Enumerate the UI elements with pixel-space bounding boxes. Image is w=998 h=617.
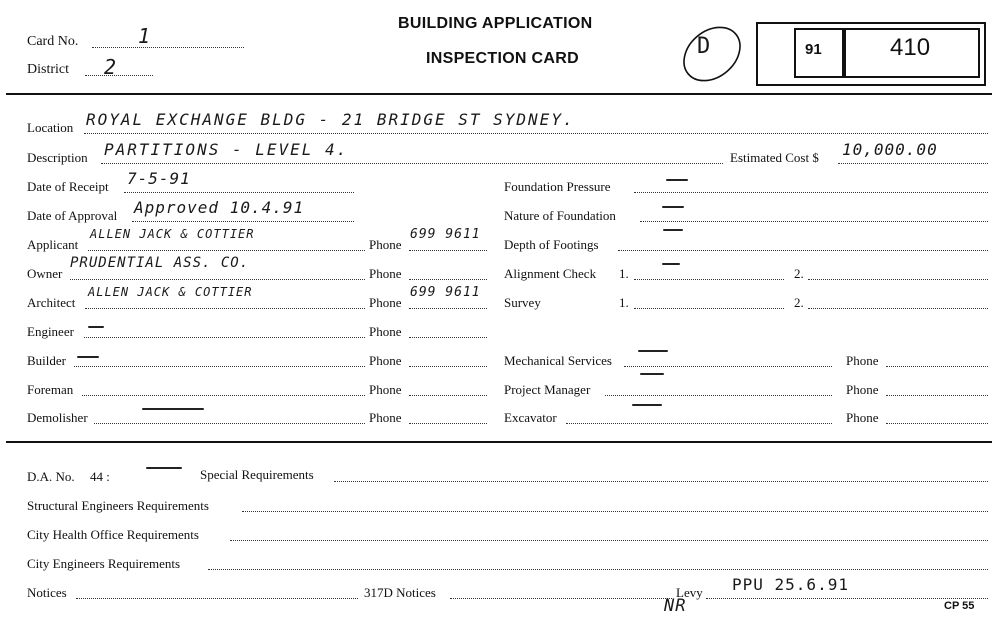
foundation-pressure-nil-mark — [666, 179, 688, 181]
applicant-phone-line — [409, 250, 487, 251]
city-engineers-label: City Engineers Requirements — [27, 556, 181, 571]
demolisher-nil-mark — [142, 408, 204, 410]
location-value: ROYAL EXCHANGE BLDG - 21 BRIDGE ST SYDNEY. — [86, 110, 575, 129]
notices-line — [76, 598, 358, 599]
levy-label: Levy — [676, 585, 703, 600]
owner-phone-label: Phone — [369, 266, 402, 281]
excavator-phone-label: Phone — [846, 410, 879, 425]
nature-foundation-line — [640, 221, 988, 222]
owner-label: Owner — [27, 266, 63, 281]
excavator-label: Excavator — [504, 410, 557, 425]
architect-line — [85, 308, 365, 309]
description-line — [101, 163, 723, 164]
alignment-check-label: Alignment Check — [504, 266, 597, 281]
circled-mark-letter: D — [697, 34, 712, 59]
date-approval-label: Date of Approval — [27, 208, 118, 223]
applicant-label: Applicant — [27, 237, 79, 252]
alignment-check-num1: 1. — [619, 266, 629, 281]
owner-phone-line — [409, 279, 487, 280]
date-receipt-line — [124, 192, 354, 193]
applicant-phone-label: Phone — [369, 237, 402, 252]
city-engineers-line — [208, 569, 988, 570]
special-requirements-label: Special Requirements — [200, 467, 314, 482]
survey-num1: 1. — [619, 295, 629, 310]
engineer-phone-line — [409, 337, 487, 338]
structural-requirements-label: Structural Engineers Requirements — [27, 498, 209, 513]
notices-label: Notices — [27, 585, 67, 600]
builder-phone-line — [409, 366, 487, 367]
alignment-check-line1 — [634, 279, 784, 280]
foreman-line — [82, 395, 365, 396]
header-divider — [6, 93, 992, 95]
engineer-line — [84, 337, 365, 338]
estimated-cost-line — [838, 163, 988, 164]
date-approval-line — [132, 221, 354, 222]
district-value: 2 — [104, 55, 118, 79]
project-manager-phone-line — [886, 395, 988, 396]
owner-line — [70, 279, 365, 280]
estimated-cost-label: Estimated Cost $ — [730, 150, 819, 165]
nature-foundation-label: Nature of Foundation — [504, 208, 616, 223]
mechanical-services-line — [624, 366, 832, 367]
form-code: CP 55 — [944, 600, 975, 612]
special-requirements-line — [334, 481, 988, 482]
builder-phone-label: Phone — [369, 353, 402, 368]
survey-label: Survey — [504, 295, 541, 310]
excavator-phone-line — [886, 423, 988, 424]
project-manager-nil-mark — [640, 373, 664, 375]
da-no-nil-mark — [146, 467, 182, 469]
excavator-nil-mark — [632, 404, 662, 406]
engineer-label: Engineer — [27, 324, 74, 339]
estimated-cost-value: 10,000.00 — [842, 140, 938, 159]
da-no-value: 44 : — [90, 469, 110, 484]
foreman-phone-line — [409, 395, 487, 396]
architect-value: ALLEN JACK & COTTIER — [88, 285, 253, 299]
builder-nil-mark — [77, 356, 99, 358]
form-title-line1: BUILDING APPLICATION — [398, 15, 593, 32]
description-value: PARTITIONS - LEVEL 4. — [104, 140, 349, 159]
depth-footings-line — [618, 250, 988, 251]
depth-footings-label: Depth of Footings — [504, 237, 599, 252]
card-no-line — [92, 47, 244, 48]
applicant-line — [88, 250, 365, 251]
applicant-phone-value: 699 9611 — [410, 227, 481, 242]
project-manager-line — [605, 395, 832, 396]
location-line — [84, 133, 988, 134]
mechanical-phone-label: Phone — [846, 353, 879, 368]
card-no-value: 1 — [138, 24, 152, 48]
middle-divider — [6, 441, 992, 443]
alignment-check-num2: 2. — [794, 266, 804, 281]
foundation-pressure-label: Foundation Pressure — [504, 179, 611, 194]
mechanical-phone-line — [886, 366, 988, 367]
alignment-check-nil-mark — [662, 263, 680, 265]
levy-line — [706, 598, 988, 599]
card-number-value: 410 — [890, 34, 931, 61]
architect-phone-line — [409, 308, 487, 309]
foreman-phone-label: Phone — [369, 382, 402, 397]
demolisher-phone-line — [409, 423, 487, 424]
mechanical-services-label: Mechanical Services — [504, 353, 612, 368]
structural-requirements-line — [242, 511, 988, 512]
demolisher-label: Demolisher — [27, 410, 88, 425]
depth-footings-nil-mark — [663, 229, 683, 231]
demolisher-phone-label: Phone — [369, 410, 402, 425]
builder-label: Builder — [27, 353, 66, 368]
notices-317d-label: 317D Notices — [364, 585, 436, 600]
notices-317d-line — [450, 598, 672, 599]
owner-value: PRUDENTIAL ASS. CO. — [70, 255, 250, 271]
project-manager-phone-label: Phone — [846, 382, 879, 397]
date-receipt-value: 7-5-91 — [127, 169, 191, 188]
alignment-check-line2 — [808, 279, 988, 280]
demolisher-line — [94, 423, 365, 424]
engineer-nil-mark — [88, 326, 104, 328]
foundation-pressure-line — [634, 192, 988, 193]
da-no-label: D.A. No. — [27, 469, 75, 484]
date-receipt-label: Date of Receipt — [27, 179, 109, 194]
architect-label: Architect — [27, 295, 76, 310]
card-no-label: Card No. — [27, 34, 79, 49]
initials-mark: NR — [664, 596, 687, 616]
engineer-phone-label: Phone — [369, 324, 402, 339]
survey-line2 — [808, 308, 988, 309]
excavator-line — [566, 423, 832, 424]
builder-line — [74, 366, 365, 367]
architect-phone-label: Phone — [369, 295, 402, 310]
form-title-line2: INSPECTION CARD — [426, 50, 579, 67]
description-label: Description — [27, 150, 88, 165]
project-manager-label: Project Manager — [504, 382, 591, 397]
architect-phone-value: 699 9611 — [410, 285, 481, 300]
nature-foundation-nil-mark — [662, 206, 684, 208]
mechanical-services-nil-mark — [638, 350, 668, 352]
survey-num2: 2. — [794, 295, 804, 310]
health-office-line — [230, 540, 988, 541]
district-line — [85, 75, 153, 76]
year-value: 91 — [805, 41, 822, 58]
applicant-value: ALLEN JACK & COTTIER — [90, 227, 255, 241]
circled-mark-icon — [672, 22, 754, 88]
foreman-label: Foreman — [27, 382, 74, 397]
date-approval-value: Approved 10.4.91 — [134, 198, 305, 217]
location-label: Location — [27, 120, 74, 135]
levy-value: PPU 25.6.91 — [732, 575, 849, 594]
district-label: District — [27, 62, 69, 77]
survey-line1 — [634, 308, 784, 309]
health-office-label: City Health Office Requirements — [27, 527, 199, 542]
